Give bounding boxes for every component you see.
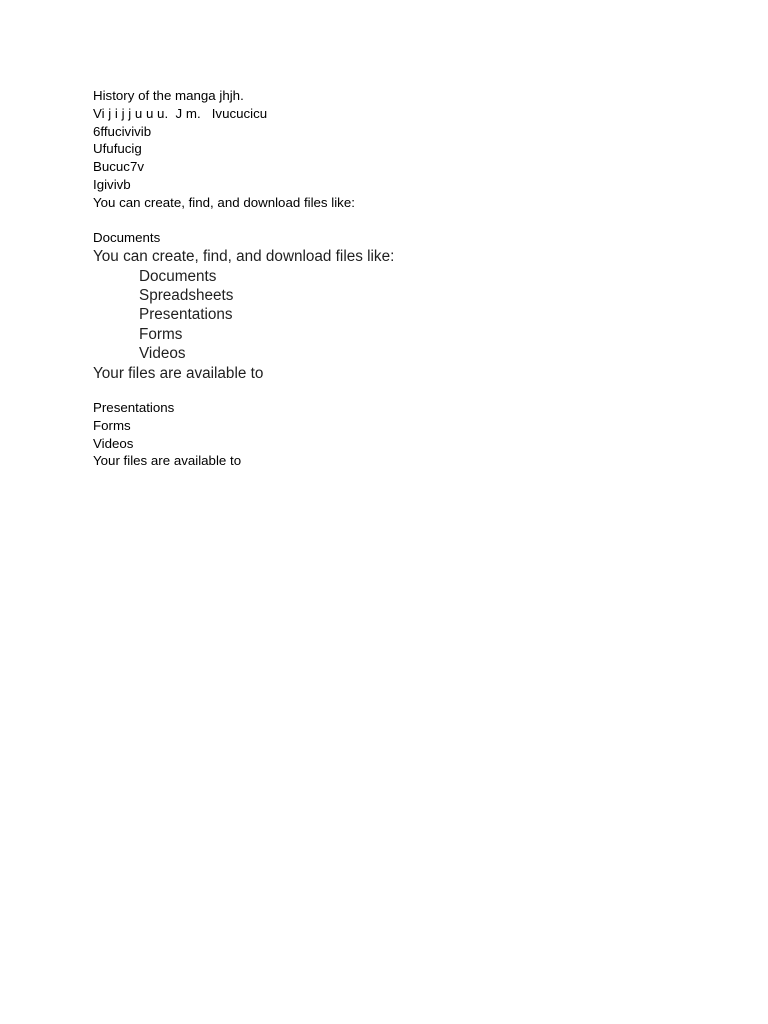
- list-item: Forms: [139, 325, 183, 343]
- list-item: Presentations: [139, 306, 233, 324]
- blank-line: [93, 383, 693, 399]
- list-item: Documents: [139, 267, 217, 285]
- text-line: 6ffucivivib: [93, 123, 152, 139]
- list-item: Videos: [139, 345, 186, 363]
- text-line: You can create, find, and download files like:: [93, 194, 355, 210]
- block-outro: Your files are available to: [93, 364, 264, 382]
- text-line: Videos: [93, 435, 134, 451]
- block-intro: You can create, find, and download files like:: [93, 248, 395, 266]
- document-title-line: History of the manga jhjh.: [93, 88, 244, 103]
- text-line: Documents: [93, 230, 161, 246]
- text-line: Your files are available to: [93, 453, 242, 469]
- text-line: Forms: [93, 417, 131, 433]
- list-item: Spreadsheets: [139, 286, 234, 304]
- text-line: Vi j i j j u u u. J m. Ivucucicu: [93, 105, 268, 121]
- document-body: [93, 87, 693, 470]
- text-line: Bucuc7v: [93, 159, 144, 175]
- file-type-list: [93, 267, 693, 364]
- text-line: Igivivb: [93, 176, 131, 192]
- pasted-block: [93, 247, 693, 383]
- text-line: Ufufucig: [93, 141, 142, 157]
- text-line: Presentations: [93, 399, 175, 415]
- blank-line: [93, 212, 693, 230]
